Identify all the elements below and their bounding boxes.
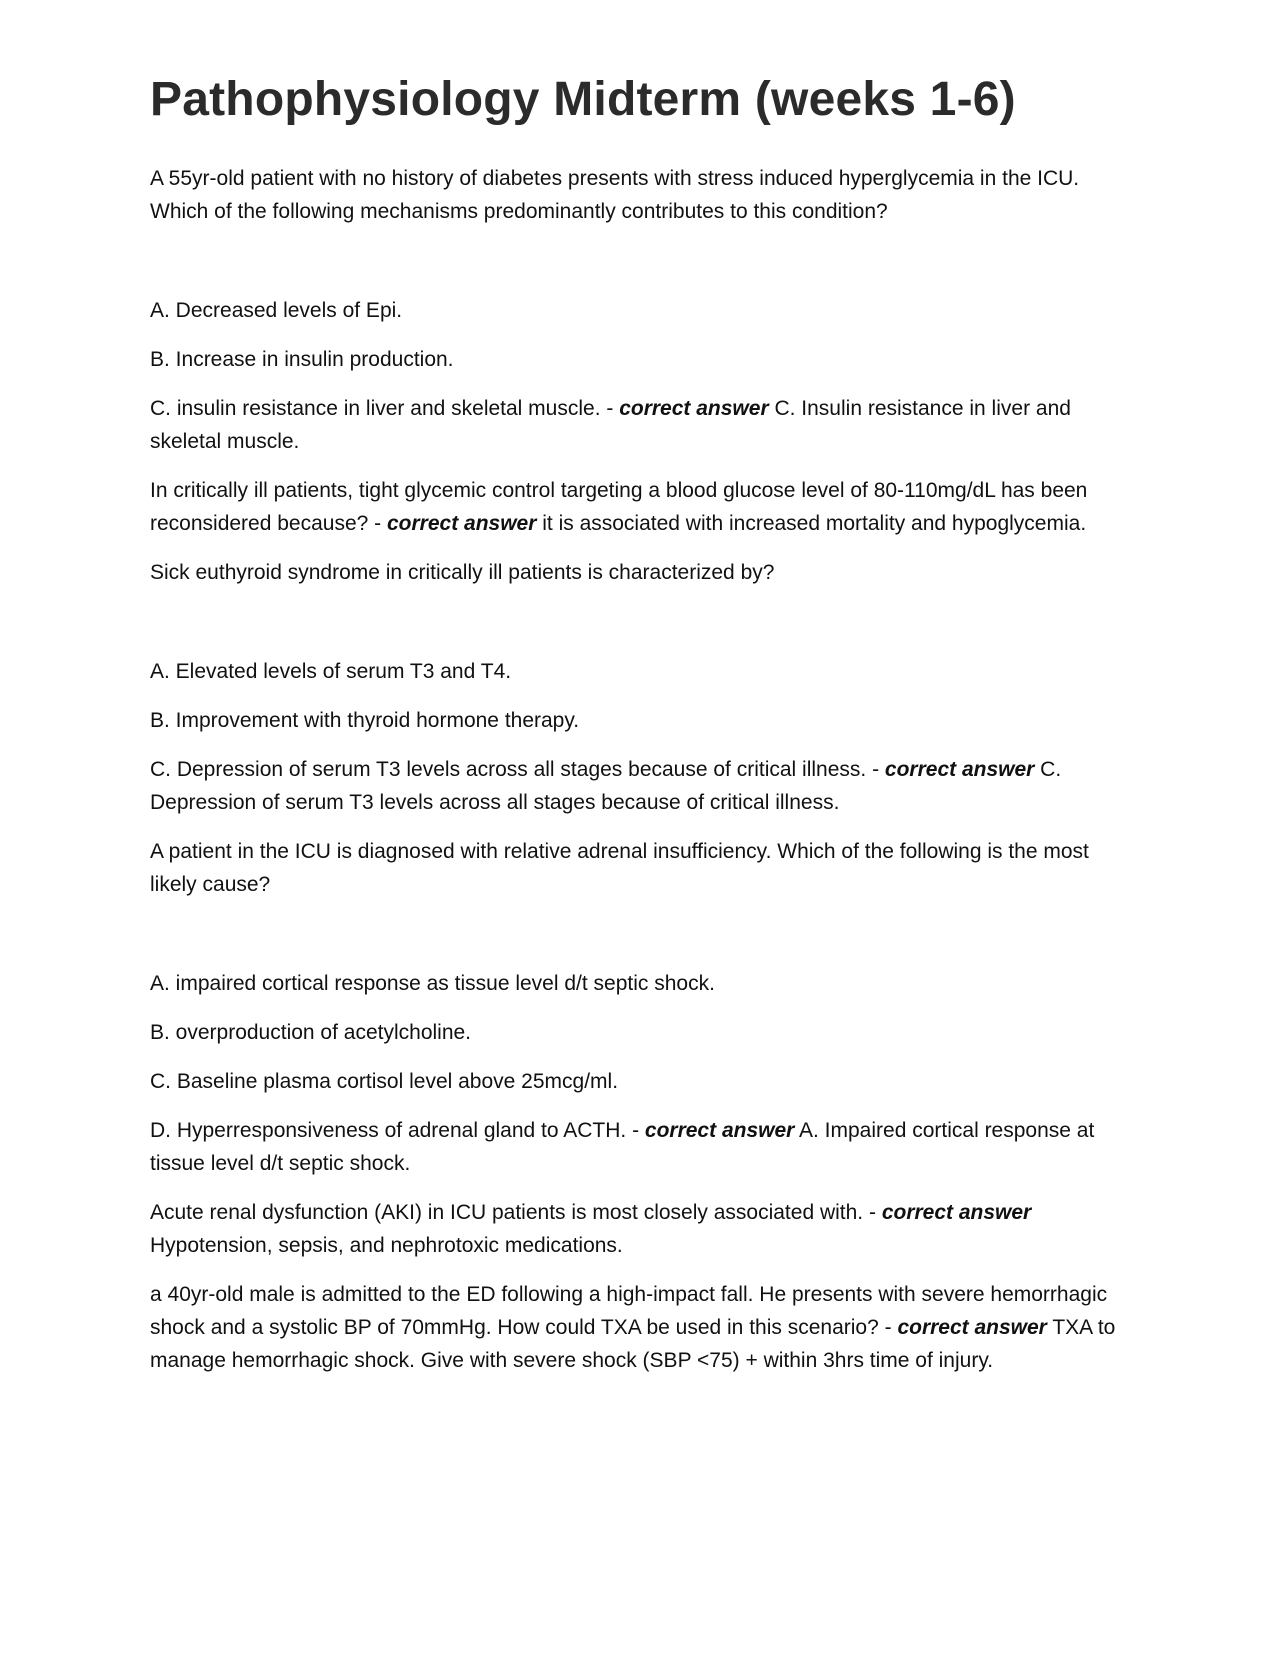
answer-option: A. impaired cortical response as tissue level d/t septic shock.	[150, 972, 715, 995]
correct-answer-label: correct answer	[644, 1119, 795, 1142]
question-text: A 55yr-old patient with no history of diabetes presents with stress induced hyperglycemia in the ICU. Which of the following mechanisms predominantly contributes to this condition?	[150, 167, 1080, 223]
question-text: A patient in the ICU is diagnosed with relative adrenal insufficiency. Which of the following is the most likely cause?	[150, 840, 1089, 896]
question-text: Sick euthyroid syndrome in critically ill patients is characterized by?	[150, 561, 775, 584]
option-text: C. insulin resistance in liver and skeletal muscle. -	[150, 397, 620, 420]
correct-answer-text: A. Impaired cortical response at tissue level d/t septic shock.	[150, 1119, 1095, 1175]
correct-answer-text: C. Insulin resistance in liver and skeletal muscle.	[150, 397, 1071, 453]
answer-option-with-key	[150, 1114, 1140, 1180]
correct-answer-label: correct answer	[386, 512, 537, 535]
correct-answer-label: correct answer	[884, 758, 1035, 781]
question-with-answer	[150, 1196, 1140, 1262]
option-text: D. Hyperresponsiveness of adrenal gland to ACTH. -	[150, 1119, 645, 1142]
option-text: C. Depression of serum T3 levels across all stages because of critical illness. -	[150, 758, 885, 781]
answer-option-with-key	[150, 392, 1140, 458]
answer-option: B. Improvement with thyroid hormone therapy.	[150, 709, 580, 732]
question-text: In critically ill patients, tight glycemic control targeting a blood glucose level of 80-110mg/dL has been reconsidered because? -	[150, 479, 1088, 535]
question-with-answer	[150, 1278, 1140, 1377]
answer-option: A. Elevated levels of serum T3 and T4.	[150, 660, 512, 683]
answer-option: C. Baseline plasma cortisol level above 25mcg/ml.	[150, 1070, 619, 1093]
correct-answer-label: correct answer	[897, 1316, 1047, 1339]
answer-option: A. Decreased levels of Epi.	[150, 299, 403, 322]
correct-answer-text: it is associated with increased mortality and hypoglycemia.	[536, 512, 1087, 535]
question-with-answer	[150, 474, 1140, 540]
correct-answer-text: Hypotension, sepsis, and nephrotoxic medications.	[150, 1234, 623, 1257]
correct-answer-label: correct answer	[619, 397, 769, 420]
document-page	[150, 72, 1140, 1393]
correct-answer-text: TXA to manage hemorrhagic shock. Give with severe shock (SBP <75) + within 3hrs time of injury.	[150, 1316, 1116, 1372]
answer-option-with-key	[150, 753, 1140, 819]
correct-answer-text: C. Depression of serum T3 levels across all stages because of critical illness.	[150, 758, 1062, 814]
question-text: a 40yr-old male is admitted to the ED following a high-impact fall. He presents with severe hemorrhagic shock and a systolic BP of 70mmHg. How could TXA be used in this scenario? -	[150, 1283, 1108, 1339]
question-text: Acute renal dysfunction (AKI) in ICU patients is most closely associated with. -	[150, 1201, 882, 1224]
answer-option: B. Increase in insulin production.	[150, 348, 454, 371]
answer-option: B. overproduction of acetylcholine.	[150, 1021, 472, 1044]
correct-answer-label: correct answer	[881, 1201, 1032, 1224]
page-title: Pathophysiology Midterm (weeks 1-6)	[150, 73, 1016, 126]
